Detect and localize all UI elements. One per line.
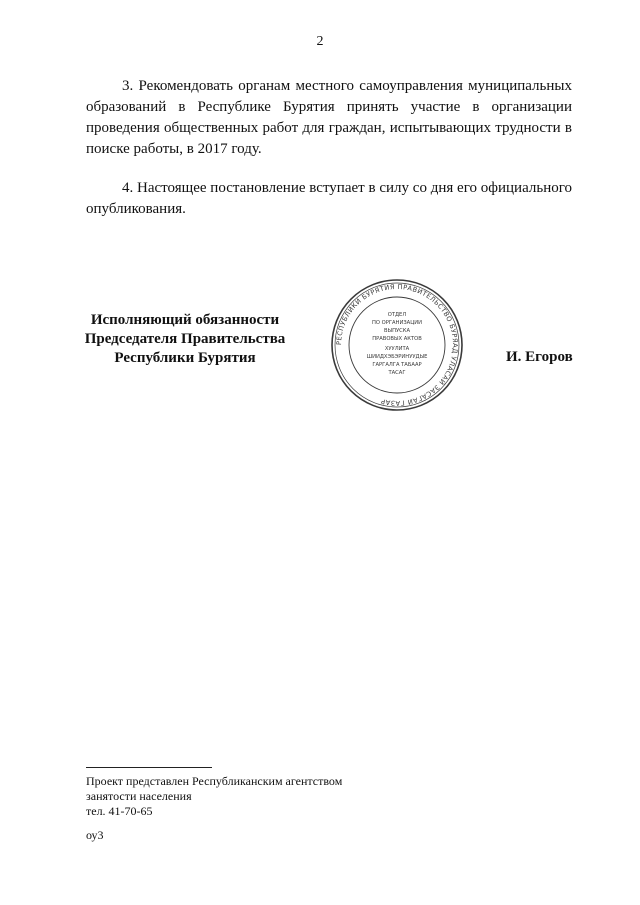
official-seal <box>330 278 464 412</box>
signer-title-line: Председателя Правительства <box>84 331 286 347</box>
signer-title-line: Исполняющий обязанности <box>90 312 280 328</box>
paragraph-3: 3. Рекомендовать органам местного самоуправления муниципальных образований в Республике Бурятия принять участие в организации проведения общественных работ для граждан, испытывающих трудности в поиске работы, в 2017 году. <box>86 78 572 157</box>
signer-title <box>80 311 290 368</box>
seal-center-line: ХУУЛИТА <box>384 346 410 352</box>
seal-center-line: ПО ОРГАНИЗАЦИИ <box>371 320 423 326</box>
footnote-line: тел. 41-70-65 <box>86 804 153 818</box>
paragraph-4: 4. Настоящее постановление вступает в силу со дня его официального опубликования. <box>86 180 572 217</box>
seal-center-line: ПРАВОВЫХ АКТОВ <box>372 336 422 342</box>
footnote-divider <box>86 767 212 768</box>
seal-ring-text <box>335 283 459 407</box>
footnote-line: Проект представлен Республиканским агентством <box>86 774 343 788</box>
footnote <box>86 774 342 819</box>
seal-outer-ring <box>332 280 462 410</box>
seal-center-line: ТАСАГ <box>388 370 406 376</box>
seal-center-line: ГАРГАЛГА ТАБААР <box>372 362 422 368</box>
document-code: оу3 <box>86 828 104 842</box>
seal-ring-textpath: РЕСПУБЛИКИ БУРЯТИЯ ПРАВИТЕЛЬСТВО БУРЯАД УЛАСАЙ ЗАСАГАЙ ГАЗАР <box>334 282 460 408</box>
signer-name: И. Егоров <box>506 349 573 365</box>
seal-center-line: ВЫПУСКА <box>383 328 411 334</box>
page-number: 2 <box>316 34 324 49</box>
footnote-line: занятости населения <box>86 789 192 803</box>
seal-center-line: ОТДЕЛ <box>387 312 407 318</box>
signer-title-line: Республики Бурятия <box>114 350 256 366</box>
seal-center-line: ШИИДХЭБЭРИНУУДЫЕ <box>366 354 428 360</box>
